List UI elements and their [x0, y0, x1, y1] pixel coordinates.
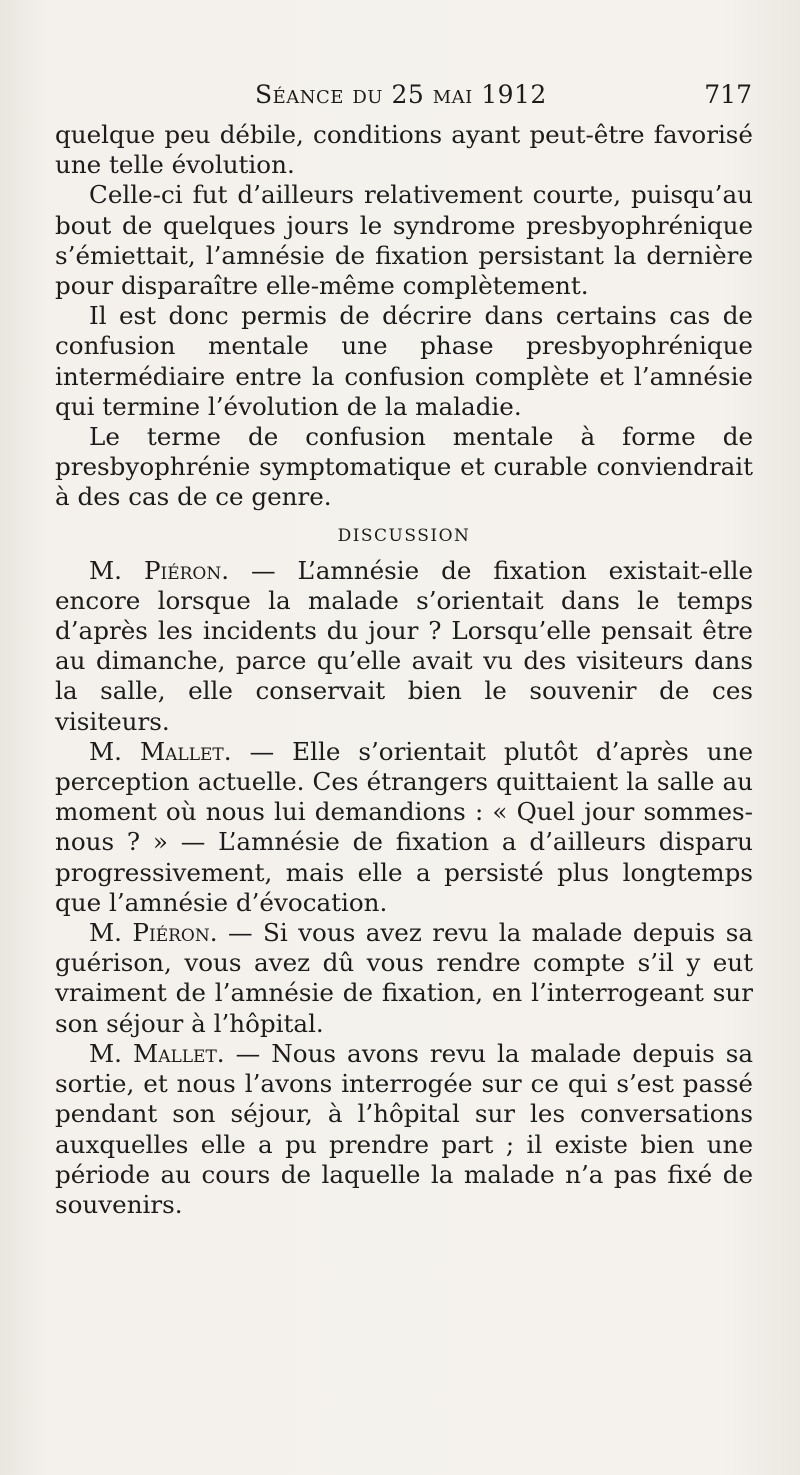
paragraph-evolution: Celle-ci fut d’ailleurs relativement courte, puisqu’au bout de quelques jours le syndrome presbyophrénique s’émiettait, l’amnésie de fixation persistant la dernière pour disparaître elle-même complètement. — [55, 180, 753, 301]
speaker-text: — Elle s’orientait plutôt d’après une perception actuelle. Ces étrangers quittaient la salle au moment où nous lui demandions : « Quel jour sommes-nous ? » — L’amnésie de fixation a d’ailleurs disparu progressivement, mais elle a persisté plus longtemps que l’amnésie d’évocation. — [55, 736, 754, 917]
speaker-name: M. Mallet. — [89, 736, 232, 766]
speaker-text: — L’amnésie de fixation existait-elle encore lorsque la malade s’orientait dans le temps d’après les incidents du jour ? Lorsqu’elle pensait être au dimanche, parce qu’elle avait vu des visiteurs dans la salle, elle conservait bien le souvenir de ces visiteurs. — [55, 555, 753, 736]
discussion-entry — [55, 1039, 753, 1220]
discussion-entry — [55, 737, 753, 918]
speaker-name: M. Piéron. — [89, 918, 218, 948]
body-text — [55, 120, 753, 1220]
running-head-year: 1912 — [481, 80, 547, 109]
speaker-name: M. Piéron. — [89, 555, 230, 585]
running-head-day: 25 — [391, 80, 425, 109]
running-head — [255, 80, 547, 109]
discussion-entry — [55, 918, 753, 1039]
page-number: 717 — [704, 80, 752, 109]
paragraph-phase: Il est donc permis de décrire dans certains cas de confusion mentale une phase presbyophrénique intermédiaire entre la confusion complète et l’amnésie qui termine l’évolution de la maladie. — [55, 301, 753, 421]
discussion-heading: DISCUSSION — [337, 525, 471, 546]
running-head-month: mai — [432, 80, 473, 109]
discussion-entry — [55, 556, 753, 737]
page-header — [0, 80, 800, 120]
paragraph-terme: Le terme de confusion mentale à forme de presbyophrénie symptomatique et curable conviendrait à des cas de ce genre. — [55, 422, 753, 512]
running-head-prefix: Séance du — [255, 80, 383, 109]
speaker-name: M. Mallet. — [89, 1038, 225, 1068]
speaker-text: — Si vous avez revu la malade depuis sa guérison, vous avez dû vous rendre compte s’il y eut vraiment de l’amnésie de fixation, en l’interrogeant sur son séjour à l’hôpital. — [55, 918, 754, 1038]
speaker-text: — Nous avons revu la malade depuis sa sortie, et nous l’avons interrogée sur ce qui s’est passé pendant son séjour, à l’hôpital sur les conversations auxquelles elle a pu prendre part ; il existe bien une période au cours de laquelle la malade n’a pas fixé de souvenirs. — [55, 1038, 754, 1219]
paragraph-continuation: quelque peu débile, conditions ayant peut-être favorisé une telle évolution. — [55, 120, 753, 180]
